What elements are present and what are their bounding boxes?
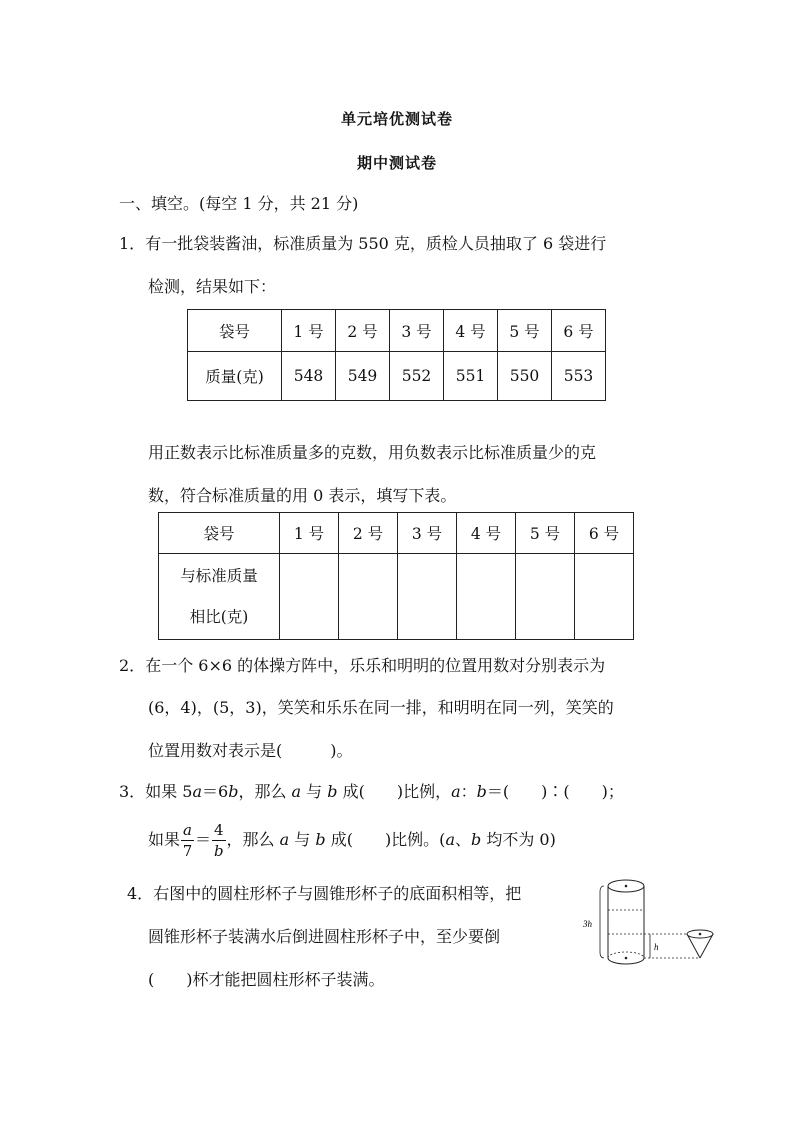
cylinder-height-label: 3h <box>583 919 592 929</box>
var-b: b <box>315 830 326 849</box>
table-cell: 5 号 <box>498 310 552 352</box>
text: ，那么 <box>238 782 292 801</box>
question-number: 3． <box>119 782 146 801</box>
question-4-line-1: 右图中的圆柱形杯子与圆锥形杯子的底面积相等，把 <box>153 884 522 903</box>
text: ＝( )∶( )； <box>486 782 624 801</box>
table-cell: 6 号 <box>575 513 634 554</box>
question-1-line-2: 检测，结果如下： <box>148 277 277 296</box>
table-cell: 550 <box>498 352 552 401</box>
var-a: a <box>451 782 461 801</box>
fraction-a-over-7 <box>181 820 194 860</box>
table-row-header: 袋号 <box>159 513 280 554</box>
table-cell: 548 <box>282 352 336 401</box>
text: 如果 <box>148 830 181 849</box>
question-2-line-3: 位置用数对表示是( )。 <box>148 741 353 760</box>
fraction-denominator: b <box>213 841 224 860</box>
cylinder-top-center-dot <box>625 885 628 888</box>
answer-cell[interactable] <box>575 554 634 640</box>
table-row-header: 袋号 <box>188 310 282 352</box>
var-a: a <box>192 782 203 801</box>
question-number: 4． <box>127 884 154 903</box>
text: 、 <box>454 830 471 849</box>
difference-table <box>158 512 634 640</box>
text: 成( )比例。( <box>325 830 446 849</box>
table-cell: 549 <box>336 352 390 401</box>
text: 均不为 0) <box>481 830 556 849</box>
var-a: a <box>445 830 455 849</box>
cylinder-cone-figure <box>580 872 720 972</box>
page-subtitle: 期中测试卷 <box>356 154 437 172</box>
text: ，那么 <box>226 830 280 849</box>
table-cell: 553 <box>552 352 606 401</box>
question-4-line-3: ( )杯才能把圆柱形杯子装满。 <box>148 970 385 989</box>
table-cell: 551 <box>444 352 498 401</box>
question-1-line-3: 用正数表示比标准质量多的克数，用负数表示比标准质量少的克 <box>148 443 597 462</box>
table-cell: 4 号 <box>457 513 516 554</box>
question-2-line-1: 在一个 6×6 的体操方阵中，乐乐和明明的位置用数对分别表示为 <box>145 656 606 675</box>
question-1-line-4: 数，符合标准质量的用 0 表示，填写下表。 <box>148 486 457 505</box>
table-cell: 5 号 <box>516 513 575 554</box>
answer-cell[interactable] <box>457 554 516 640</box>
table-cell: 2 号 <box>339 513 398 554</box>
table-row-header: 质量(克) <box>188 352 282 401</box>
table-row <box>159 554 634 640</box>
cylinder-bottom-center-dot <box>625 957 628 960</box>
answer-cell[interactable] <box>339 554 398 640</box>
table-cell: 3 号 <box>390 310 444 352</box>
table-row-header <box>159 554 280 640</box>
text: ＝6 <box>202 782 229 801</box>
cone-height-label: h <box>654 942 659 952</box>
var-a: a <box>279 830 290 849</box>
fraction-numerator: 4 <box>213 820 224 839</box>
row-header-line-2: 相比(克) <box>189 607 249 626</box>
question-3-line-2 <box>148 815 556 865</box>
var-b: b <box>471 830 482 849</box>
row-header-line-1: 与标准质量 <box>180 566 258 585</box>
cone-top-center-dot <box>699 933 702 936</box>
fraction-4-over-b <box>212 820 226 860</box>
text: 与 <box>301 782 328 801</box>
text: ＝ <box>194 830 211 849</box>
table-row <box>188 352 606 401</box>
table-cell: 4 号 <box>444 310 498 352</box>
fraction-numerator: a <box>183 820 192 839</box>
text: 成( )比例， <box>337 782 452 801</box>
mass-table <box>187 309 606 401</box>
var-b: b <box>476 782 487 801</box>
question-4-line-2: 圆锥形杯子装满水后倒进圆柱形杯子中，至少要倒 <box>148 927 501 946</box>
question-4-text <box>127 881 521 904</box>
text: 如果 5 <box>145 782 193 801</box>
answer-cell[interactable] <box>516 554 575 640</box>
table-cell: 1 号 <box>282 310 336 352</box>
var-a: a <box>291 782 302 801</box>
question-1-line-1: 有一批袋装酱油，标准质量为 550 克，质检人员抽取了 6 袋进行 <box>145 234 607 253</box>
table-cell: 6 号 <box>552 310 606 352</box>
table-cell: 1 号 <box>280 513 339 554</box>
table-row <box>159 513 634 554</box>
answer-cell[interactable] <box>280 554 339 640</box>
table-cell: 2 号 <box>336 310 390 352</box>
question-1-text <box>119 231 606 254</box>
question-number: 2． <box>119 656 146 675</box>
table-cell: 552 <box>390 352 444 401</box>
cylinder-height-bracket <box>600 886 604 958</box>
text: 与 <box>289 830 316 849</box>
text: ： <box>460 782 477 801</box>
question-2-line-2: (6，4)，(5，3)，笑笑和乐乐在同一排，和明明在同一列，笑笑的 <box>148 698 614 717</box>
question-2-text <box>119 653 605 676</box>
answer-cell[interactable] <box>398 554 457 640</box>
question-3-line-1 <box>119 779 624 802</box>
question-number: 1． <box>119 234 146 253</box>
var-b: b <box>327 782 338 801</box>
table-cell: 3 号 <box>398 513 457 554</box>
var-b: b <box>228 782 239 801</box>
table-row <box>188 310 606 352</box>
page-title: 单元培优测试卷 <box>340 110 453 128</box>
fraction-denominator: 7 <box>182 841 193 860</box>
section-heading: 一、填空。(每空 1 分，共 21 分) <box>119 194 359 213</box>
